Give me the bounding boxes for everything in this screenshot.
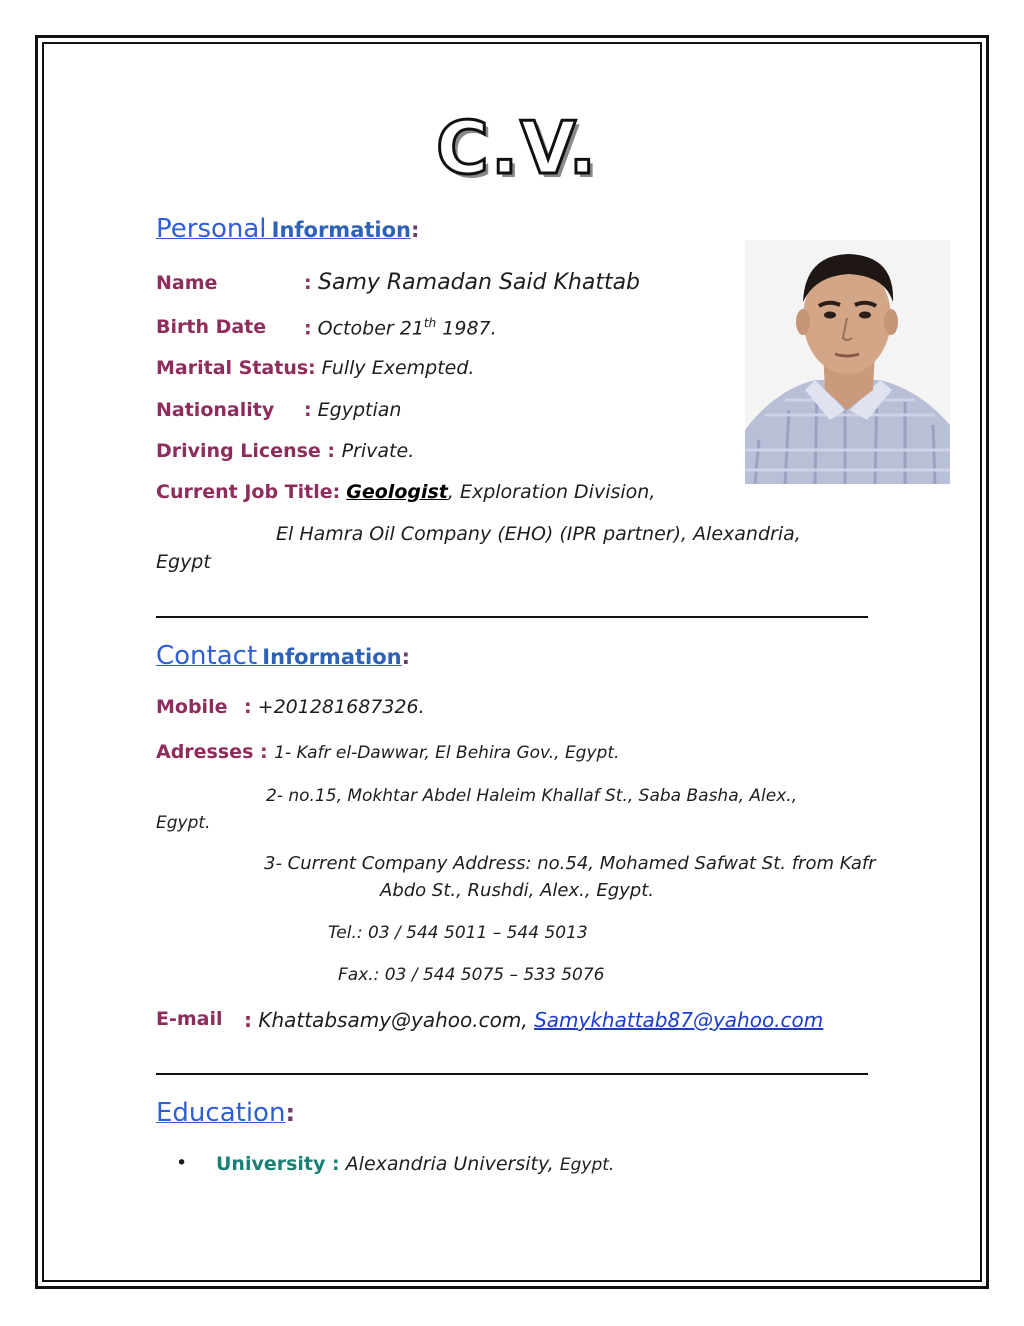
marital-row: Marital Status : Fully Exempted. (156, 357, 475, 379)
name-row: Name : Samy Ramadan Said Khattab (156, 270, 641, 295)
fax: Fax.: 03 / 544 5075 – 533 5076 (338, 965, 605, 985)
job-row: Current Job Title: Geologist, Exploration Division, (156, 481, 656, 503)
contact-heading: Contact Information: (156, 641, 411, 671)
birth-row: Birth Date : October 21th 1987. (156, 316, 497, 340)
profile-photo (745, 240, 950, 484)
email-row: E-mail : Khattabsamy@yahoo.com, Samykhattab87@yahoo.com (156, 1008, 824, 1032)
address-row: Adresses : 1- Kafr el-Dawwar, El Behira Gov., Egypt. (156, 741, 620, 763)
university-row: University : Alexandria University, Egypt. (216, 1153, 615, 1175)
company-line-1: El Hamra Oil Company (EHO) (IPR partner), Alexandria, (276, 523, 801, 545)
education-heading: Education: (156, 1098, 296, 1128)
email-primary: Khattabsamy@yahoo.com, (258, 1008, 528, 1032)
mobile-row: Mobile : +201281687326. (156, 696, 425, 718)
address-3-line-1: 3- Current Company Address: no.54, Mohamed Safwat St. from Kafr (264, 853, 876, 874)
email-link[interactable]: Samykhattab87@yahoo.com (534, 1008, 824, 1032)
nationality-row: Nationality : Egyptian (156, 399, 402, 421)
divider-1 (156, 616, 868, 618)
company-line-2: Egypt (156, 551, 211, 573)
cv-title: C.V. (436, 106, 598, 190)
address-2-line-2: Egypt. (156, 813, 211, 833)
telephone: Tel.: 03 / 544 5011 – 544 5013 (328, 923, 588, 943)
driving-row: Driving License : Private. (156, 440, 415, 462)
personal-heading: Personal Information: (156, 214, 420, 244)
name-value: Samy Ramadan Said Khattab (318, 270, 641, 295)
divider-2 (156, 1073, 868, 1075)
bullet-icon: • (176, 1152, 188, 1174)
address-2-line-1: 2- no.15, Mokhtar Abdel Haleim Khallaf St., Saba Basha, Alex., (266, 786, 798, 806)
address-3-line-2: Abdo St., Rushdi, Alex., Egypt. (380, 880, 654, 901)
